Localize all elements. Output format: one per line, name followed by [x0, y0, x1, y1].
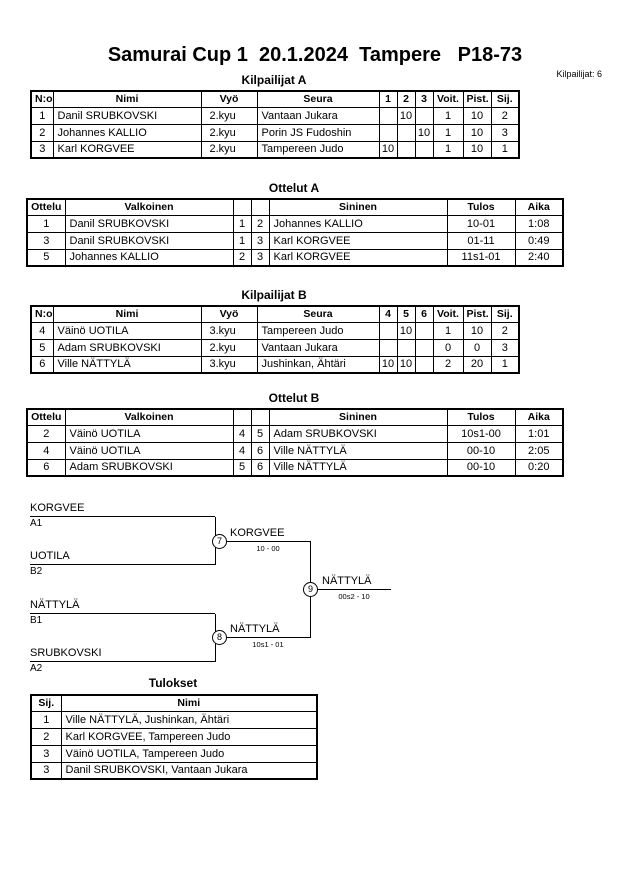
- pool-b-table: [30, 305, 520, 374]
- cell-sij: 1: [491, 141, 519, 158]
- cell-blue: Adam SRUBKOVSKI: [269, 425, 447, 442]
- bracket-seed-label: B2: [30, 566, 43, 577]
- matches-b-title: Ottelut B: [268, 391, 320, 405]
- cell-no: 6: [31, 356, 53, 373]
- cell-tulos: 11s1-01: [447, 249, 515, 266]
- cell-nimi: Karl KORGVEE: [53, 141, 201, 158]
- cell-pist: 20: [463, 356, 491, 373]
- cell-aika: 0:20: [515, 459, 563, 476]
- cell-sij: 3: [491, 124, 519, 141]
- cell-vyo: 2.kyu: [201, 107, 257, 124]
- competitor-row: [31, 141, 519, 158]
- cell-seura: Vantaan Jukara: [257, 107, 379, 124]
- matches-a-title: Ottelut A: [268, 181, 320, 195]
- competitor-row: [31, 356, 519, 373]
- cell-white-no: 2: [233, 249, 251, 266]
- header-cell: Nimi: [53, 91, 201, 107]
- result-row: [31, 711, 317, 728]
- cell-no: 1: [31, 107, 53, 124]
- matches-a-table: [26, 198, 564, 267]
- result-row: [31, 728, 317, 745]
- cell-sij: 3: [491, 339, 519, 356]
- cell-blue: Ville NÄTTYLÄ: [269, 459, 447, 476]
- cell-pist: 10: [463, 141, 491, 158]
- cell-white: Johannes KALLIO: [65, 249, 233, 266]
- header-cell: Sij.: [491, 91, 519, 107]
- header-cell: 1: [379, 91, 397, 107]
- cell-voit: 1: [433, 124, 463, 141]
- cell-nimi: Danil SRUBKOVSKI: [53, 107, 201, 124]
- header-cell: Tulos: [447, 409, 515, 425]
- cell-white: Adam SRUBKOVSKI: [65, 459, 233, 476]
- bracket-winner-line: [317, 589, 391, 590]
- header-cell: N:o: [31, 306, 53, 322]
- cell-blue: Karl KORGVEE: [269, 232, 447, 249]
- header-cell: Sij.: [31, 695, 61, 711]
- cell-white: Väinö UOTILA: [65, 442, 233, 459]
- cell-blue-no: 3: [251, 249, 269, 266]
- bracket-winner-line: [226, 637, 310, 638]
- cell-blue-no: 6: [251, 442, 269, 459]
- header-cell: Nimi: [53, 306, 201, 322]
- bracket-score: 00s2 - 10: [338, 592, 370, 601]
- cell-match-no: 1: [27, 215, 65, 232]
- header-cell: Ottelu: [27, 409, 65, 425]
- cell-tulos: 10s1-00: [447, 425, 515, 442]
- header-cell: Sij.: [491, 306, 519, 322]
- cell-score: [397, 141, 415, 158]
- cell-voit: 1: [433, 322, 463, 339]
- cell-sij: 2: [491, 322, 519, 339]
- cell-tulos: 00-10: [447, 442, 515, 459]
- cell-score: [415, 107, 433, 124]
- cell-score: [379, 124, 397, 141]
- header-row: [31, 695, 317, 711]
- cell-voit: 1: [433, 107, 463, 124]
- cell-match-no: 3: [27, 232, 65, 249]
- cell-aika: 1:01: [515, 425, 563, 442]
- cell-nimi: Väinö UOTILA, Tampereen Judo: [61, 745, 317, 762]
- bracket-seed-name: KORGVEE: [30, 502, 215, 517]
- header-cell: Vyö: [201, 306, 257, 322]
- results-title: Tulokset: [148, 676, 198, 690]
- cell-match-no: 6: [27, 459, 65, 476]
- cell-match-no: 5: [27, 249, 65, 266]
- header-cell: Aika: [515, 409, 563, 425]
- pool-a-title: Kilpailijat A: [241, 73, 307, 87]
- header-cell: Valkoinen: [65, 409, 233, 425]
- header-cell: 3: [415, 91, 433, 107]
- cell-seura: Vantaan Jukara: [257, 339, 379, 356]
- cell-vyo: 2.kyu: [201, 124, 257, 141]
- cell-score: 10: [397, 356, 415, 373]
- cell-white-no: 5: [233, 459, 251, 476]
- header-cell: Seura: [257, 306, 379, 322]
- header-cell: Voit.: [433, 306, 463, 322]
- cell-vyo: 3.kyu: [201, 356, 257, 373]
- match-row: [27, 425, 563, 442]
- cell-tulos: 01-11: [447, 232, 515, 249]
- header-cell: Voit.: [433, 91, 463, 107]
- cell-white-no: 4: [233, 425, 251, 442]
- header-cell: Nimi: [61, 695, 317, 711]
- result-row: [31, 762, 317, 779]
- match-row: [27, 459, 563, 476]
- competitor-row: [31, 322, 519, 339]
- header-cell: Pist.: [463, 306, 491, 322]
- bracket-winner-line: [226, 541, 310, 542]
- header-cell: [251, 199, 269, 215]
- cell-score: [415, 356, 433, 373]
- cell-sij: 3: [31, 762, 61, 779]
- cell-score: [397, 339, 415, 356]
- cell-sij: 1: [491, 356, 519, 373]
- cell-aika: 1:08: [515, 215, 563, 232]
- cell-aika: 0:49: [515, 232, 563, 249]
- cell-blue: Johannes KALLIO: [269, 215, 447, 232]
- cell-white-no: 4: [233, 442, 251, 459]
- cell-blue: Karl KORGVEE: [269, 249, 447, 266]
- bracket-winner-name: NÄTTYLÄ: [230, 623, 280, 635]
- cell-aika: 2:40: [515, 249, 563, 266]
- cell-match-no: 2: [27, 425, 65, 442]
- cell-white: Danil SRUBKOVSKI: [65, 232, 233, 249]
- bracket-match-number: 8: [212, 630, 227, 645]
- cell-pist: 10: [463, 124, 491, 141]
- cell-score: 10: [415, 124, 433, 141]
- cell-vyo: 2.kyu: [201, 141, 257, 158]
- cell-no: 3: [31, 141, 53, 158]
- bracket-winner-name: KORGVEE: [230, 527, 285, 539]
- cell-pist: 0: [463, 339, 491, 356]
- header-cell: 4: [379, 306, 397, 322]
- cell-voit: 0: [433, 339, 463, 356]
- cell-vyo: 2.kyu: [201, 339, 257, 356]
- competitor-row: [31, 107, 519, 124]
- header-cell: Seura: [257, 91, 379, 107]
- bracket-score: 10 - 00: [256, 544, 280, 553]
- header-cell: 5: [397, 306, 415, 322]
- cell-blue-no: 3: [251, 232, 269, 249]
- match-row: [27, 232, 563, 249]
- cell-score: [415, 141, 433, 158]
- cell-tulos: 00-10: [447, 459, 515, 476]
- header-cell: Sininen: [269, 199, 447, 215]
- cell-score: [415, 322, 433, 339]
- cell-score: [379, 339, 397, 356]
- header-cell: [233, 409, 251, 425]
- bracket-match-number: 7: [212, 534, 227, 549]
- cell-blue-no: 6: [251, 459, 269, 476]
- cell-tulos: 10-01: [447, 215, 515, 232]
- cell-no: 5: [31, 339, 53, 356]
- match-row: [27, 249, 563, 266]
- cell-sij: 3: [31, 745, 61, 762]
- header-cell: Tulos: [447, 199, 515, 215]
- cell-voit: 1: [433, 141, 463, 158]
- cell-nimi: Johannes KALLIO: [53, 124, 201, 141]
- header-cell: Valkoinen: [65, 199, 233, 215]
- cell-white-no: 1: [233, 232, 251, 249]
- cell-score: 10: [379, 356, 397, 373]
- header-cell: 6: [415, 306, 433, 322]
- cell-sij: 2: [31, 728, 61, 745]
- cell-no: 4: [31, 322, 53, 339]
- cell-nimi: Karl KORGVEE, Tampereen Judo: [61, 728, 317, 745]
- cell-blue: Ville NÄTTYLÄ: [269, 442, 447, 459]
- cell-white: Väinö UOTILA: [65, 425, 233, 442]
- cell-score: [397, 124, 415, 141]
- cell-score: [415, 339, 433, 356]
- cell-seura: Jushinkan, Ähtäri: [257, 356, 379, 373]
- cell-nimi: Danil SRUBKOVSKI, Vantaan Jukara: [61, 762, 317, 779]
- cell-seura: Tampereen Judo: [257, 322, 379, 339]
- header-cell: Ottelu: [27, 199, 65, 215]
- header-row: [27, 409, 563, 425]
- cell-seura: Tampereen Judo: [257, 141, 379, 158]
- bracket-score: 10s1 - 01: [252, 640, 284, 649]
- bracket-seed-name: UOTILA: [30, 550, 215, 565]
- cell-score: 10: [379, 141, 397, 158]
- results-table: [30, 694, 318, 780]
- cell-sij: 2: [491, 107, 519, 124]
- cell-voit: 2: [433, 356, 463, 373]
- tournament-title: Samurai Cup 1 20.1.2024 Tampere P18-73: [107, 44, 523, 66]
- header-row: [31, 306, 519, 322]
- header-cell: Vyö: [201, 91, 257, 107]
- competitor-row: [31, 124, 519, 141]
- pool-b-title: Kilpailijat B: [241, 288, 307, 302]
- cell-white-no: 1: [233, 215, 251, 232]
- cell-sij: 1: [31, 711, 61, 728]
- cell-aika: 2:05: [515, 442, 563, 459]
- bracket-seed-label: A1: [30, 518, 43, 529]
- cell-score: [379, 107, 397, 124]
- cell-blue-no: 5: [251, 425, 269, 442]
- bracket-seed-label: A2: [30, 663, 43, 674]
- pool-a-table: [30, 90, 520, 159]
- cell-vyo: 3.kyu: [201, 322, 257, 339]
- header-row: [27, 199, 563, 215]
- header-cell: Aika: [515, 199, 563, 215]
- header-cell: N:o: [31, 91, 53, 107]
- cell-seura: Porin JS Fudoshin: [257, 124, 379, 141]
- header-cell: Pist.: [463, 91, 491, 107]
- cell-score: [379, 322, 397, 339]
- cell-score: 10: [397, 107, 415, 124]
- cell-pist: 10: [463, 107, 491, 124]
- header-cell: [233, 199, 251, 215]
- cell-white: Danil SRUBKOVSKI: [65, 215, 233, 232]
- cell-blue-no: 2: [251, 215, 269, 232]
- cell-no: 2: [31, 124, 53, 141]
- competitor-row: [31, 339, 519, 356]
- header-cell: 2: [397, 91, 415, 107]
- cell-nimi: Ville NÄTTYLÄ: [53, 356, 201, 373]
- header-cell: Sininen: [269, 409, 447, 425]
- cell-nimi: Väinö UOTILA: [53, 322, 201, 339]
- cell-match-no: 4: [27, 442, 65, 459]
- matches-b-table: [26, 408, 564, 477]
- competitor-count: Kilpailijat: 6: [556, 69, 602, 79]
- bracket-winner-name: NÄTTYLÄ: [322, 575, 372, 587]
- header-cell: [251, 409, 269, 425]
- bracket-seed-label: B1: [30, 615, 43, 626]
- bracket-seed-name: NÄTTYLÄ: [30, 599, 215, 614]
- header-row: [31, 91, 519, 107]
- cell-nimi: Adam SRUBKOVSKI: [53, 339, 201, 356]
- bracket-match-number: 9: [303, 582, 318, 597]
- result-row: [31, 745, 317, 762]
- cell-pist: 10: [463, 322, 491, 339]
- match-row: [27, 442, 563, 459]
- cell-score: 10: [397, 322, 415, 339]
- cell-nimi: Ville NÄTTYLÄ, Jushinkan, Ähtäri: [61, 711, 317, 728]
- match-row: [27, 215, 563, 232]
- bracket-seed-name: SRUBKOVSKI: [30, 647, 215, 662]
